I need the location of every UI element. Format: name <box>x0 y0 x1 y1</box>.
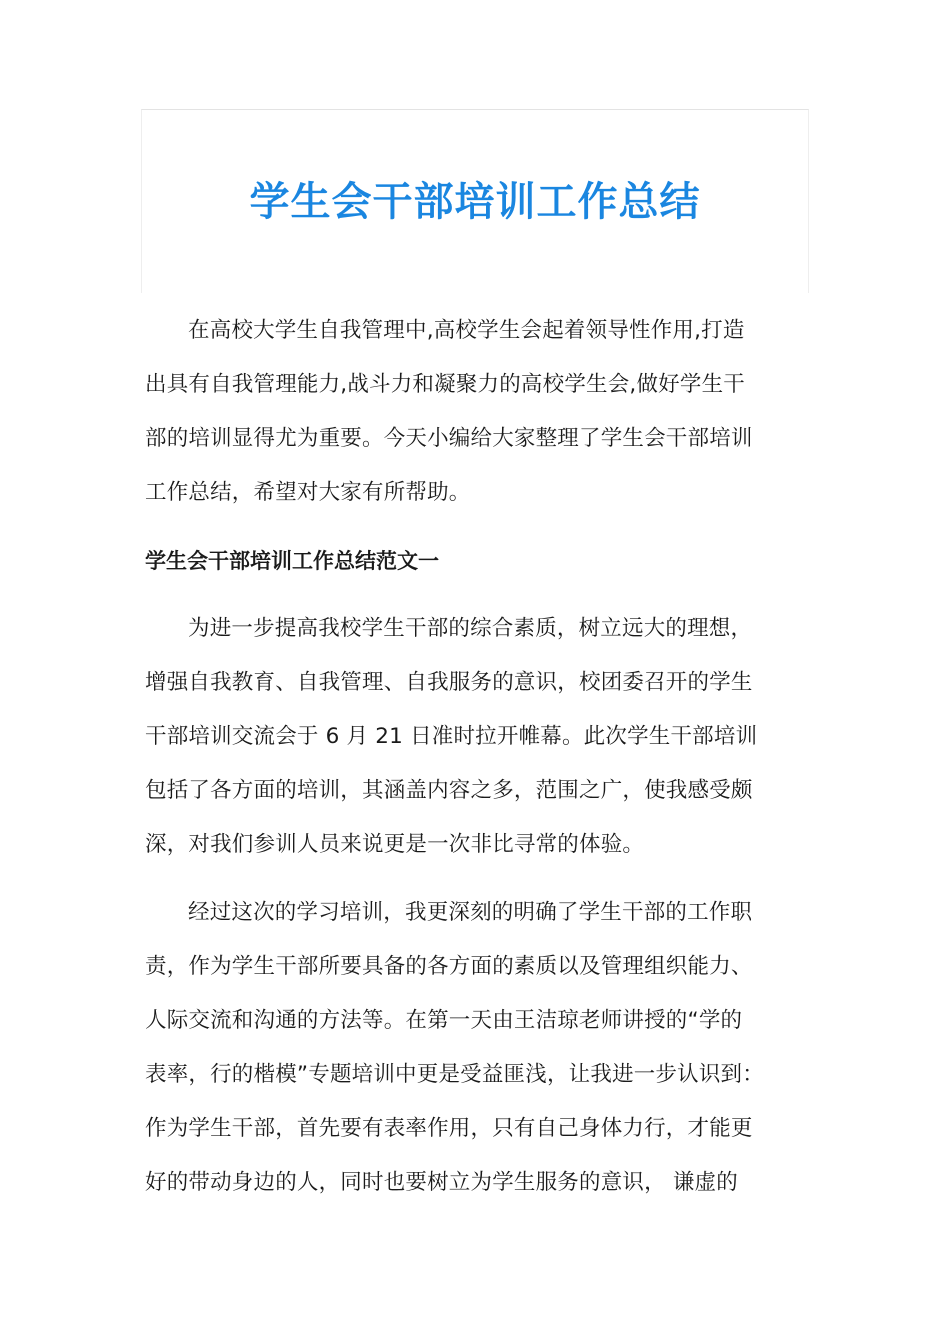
document-title: 学生会干部培训工作总结 <box>249 179 701 225</box>
document-body <box>145 304 815 1210</box>
title-box <box>141 109 809 293</box>
body-paragraph-1: 为进一步提高我校学生干部的综合素质，树立远大的理想， 增强自我教育、自我管理、自我服务的意识，校团委召开的学生 干部培训交流会于 6 月 21 日准时拉开帷幕。此次学生干部培训 包括了各方面的培训，其涵盖内容之多，范围之广，使我感受颇 深，对我们参训人员来说更是一次非比寻常的体验。 <box>145 616 758 857</box>
section-heading: 学生会干部培训工作总结范文一 <box>145 549 439 573</box>
body-paragraph-2: 经过这次的学习培训，我更深刻的明确了学生干部的工作职 责，作为学生干部所要具备的各方面的素质以及管理组织能力、 人际交流和沟通的方法等。在第一天由王洁琼老师讲授的“学的 表率，行的楷模”专题培训中更是受益匪浅，让我进一步认识到： 作为学生干部，首先要有表率作用，只有自己身体力行，才能更 好的带动身边的人，同时也要树立为学生服务的意识， 谦虚的 <box>145 900 764 1195</box>
intro-paragraph: 在高校大学生自我管理中,高校学生会起着领导性作用,打造 出具有自我管理能力,战斗力和凝聚力的高校学生会,做好学生干 部的培训显得尤为重要。今天小编给大家整理了学生会干部培训 工作总结，希望对大家有所帮助。 <box>145 318 753 505</box>
